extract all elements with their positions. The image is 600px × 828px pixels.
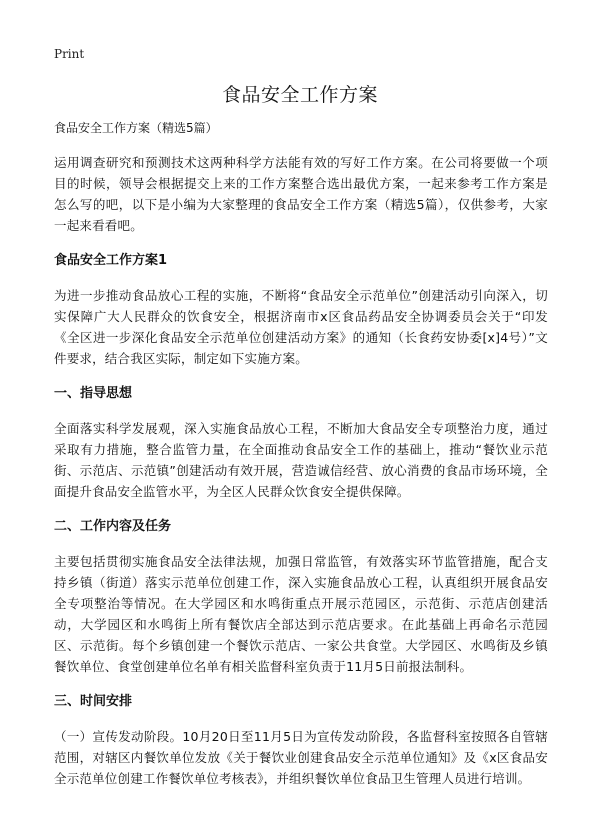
section-paragraph: 为进一步推动食品放心工程的实施，不断将“食品安全示范单位”创建活动引向深入，切实保障广大人民群众的饮食安全，根据济南市x区食品药品安全协调委员会关于“印发《全区进一步深化食品安全示范单位创建活动方案》的通知（长食药安协委[x]4号）”文件要求，结合我区实际，制定如下实施方案。 <box>54 288 548 366</box>
guiding-ideology-paragraph: 全面落实科学发展观，深入实施食品放心工程，不断加大食品安全专项整治力度，通过采取有力措施，整合监管力量，在全面推动食品安全工作的基础上，推动“餐饮业示范街、示范店、示范镇”创建活动有效开展，营造诚信经营、放心消费的食品市场环境，全面提升食品安全监管水平，为全区人民群众饮食安全提供保障。 <box>54 421 548 499</box>
work-content-paragraph: 主要包括贯彻实施食品安全法律法规，加强日常监管，有效落实环节监管措施，配合支持乡镇（街道）落实示范单位创建工作，深入实施食品放心工程，认真组织开展食品安全专项整治等情况。在大学园区和水鸣街重点开展示范园区，示范街、示范店创建活动，大学园区和水鸣街上所有餐饮店全部达到示范店要求。在此基础上再命名示范园区、示范街。每个乡镇创建一个餐饮示范店、一家公共食堂。大学园区、水鸣街及乡镇餐饮单位、食堂创建单位名单有相关监督科室负责于11月5日前报法制科。 <box>54 554 548 674</box>
schedule-paragraph: （一）宣传发动阶段。10月20日至11月5日为宣传发动阶段，各监督科室按照各自管辖范围，对辖区内餐饮单位发放《关于餐饮业创建食品安全示范单位通知》及《x区食品安全示范单位创建工作餐饮单位考核表》，并组织餐饮单位食品卫生管理人员进行培训。 <box>54 729 548 786</box>
intro-paragraph: 运用调查研究和预测技术这两种科学方法能有效的写好工作方案。在公司将要做一个项目的时候，领导会根据提交上来的工作方案整合选出最优方案，一起来参考工作方案是怎么写的吧，以下是小编为大家整理的食品安全工作方案（精选5篇），仅供参考，大家一起来看看吧。 <box>54 155 548 233</box>
section-title: 食品安全工作方案1 <box>54 253 168 268</box>
document-subtitle: 食品安全工作方案（精选5篇） <box>54 121 218 135</box>
heading-work-content: 二、工作内容及任务 <box>54 519 172 534</box>
heading-guiding-ideology: 一、指导思想 <box>54 386 133 401</box>
heading-schedule: 三、时间安排 <box>54 694 133 709</box>
document-body <box>54 118 548 804</box>
print-link[interactable]: Print <box>54 47 85 61</box>
document-title: 食品安全工作方案 <box>221 84 378 106</box>
